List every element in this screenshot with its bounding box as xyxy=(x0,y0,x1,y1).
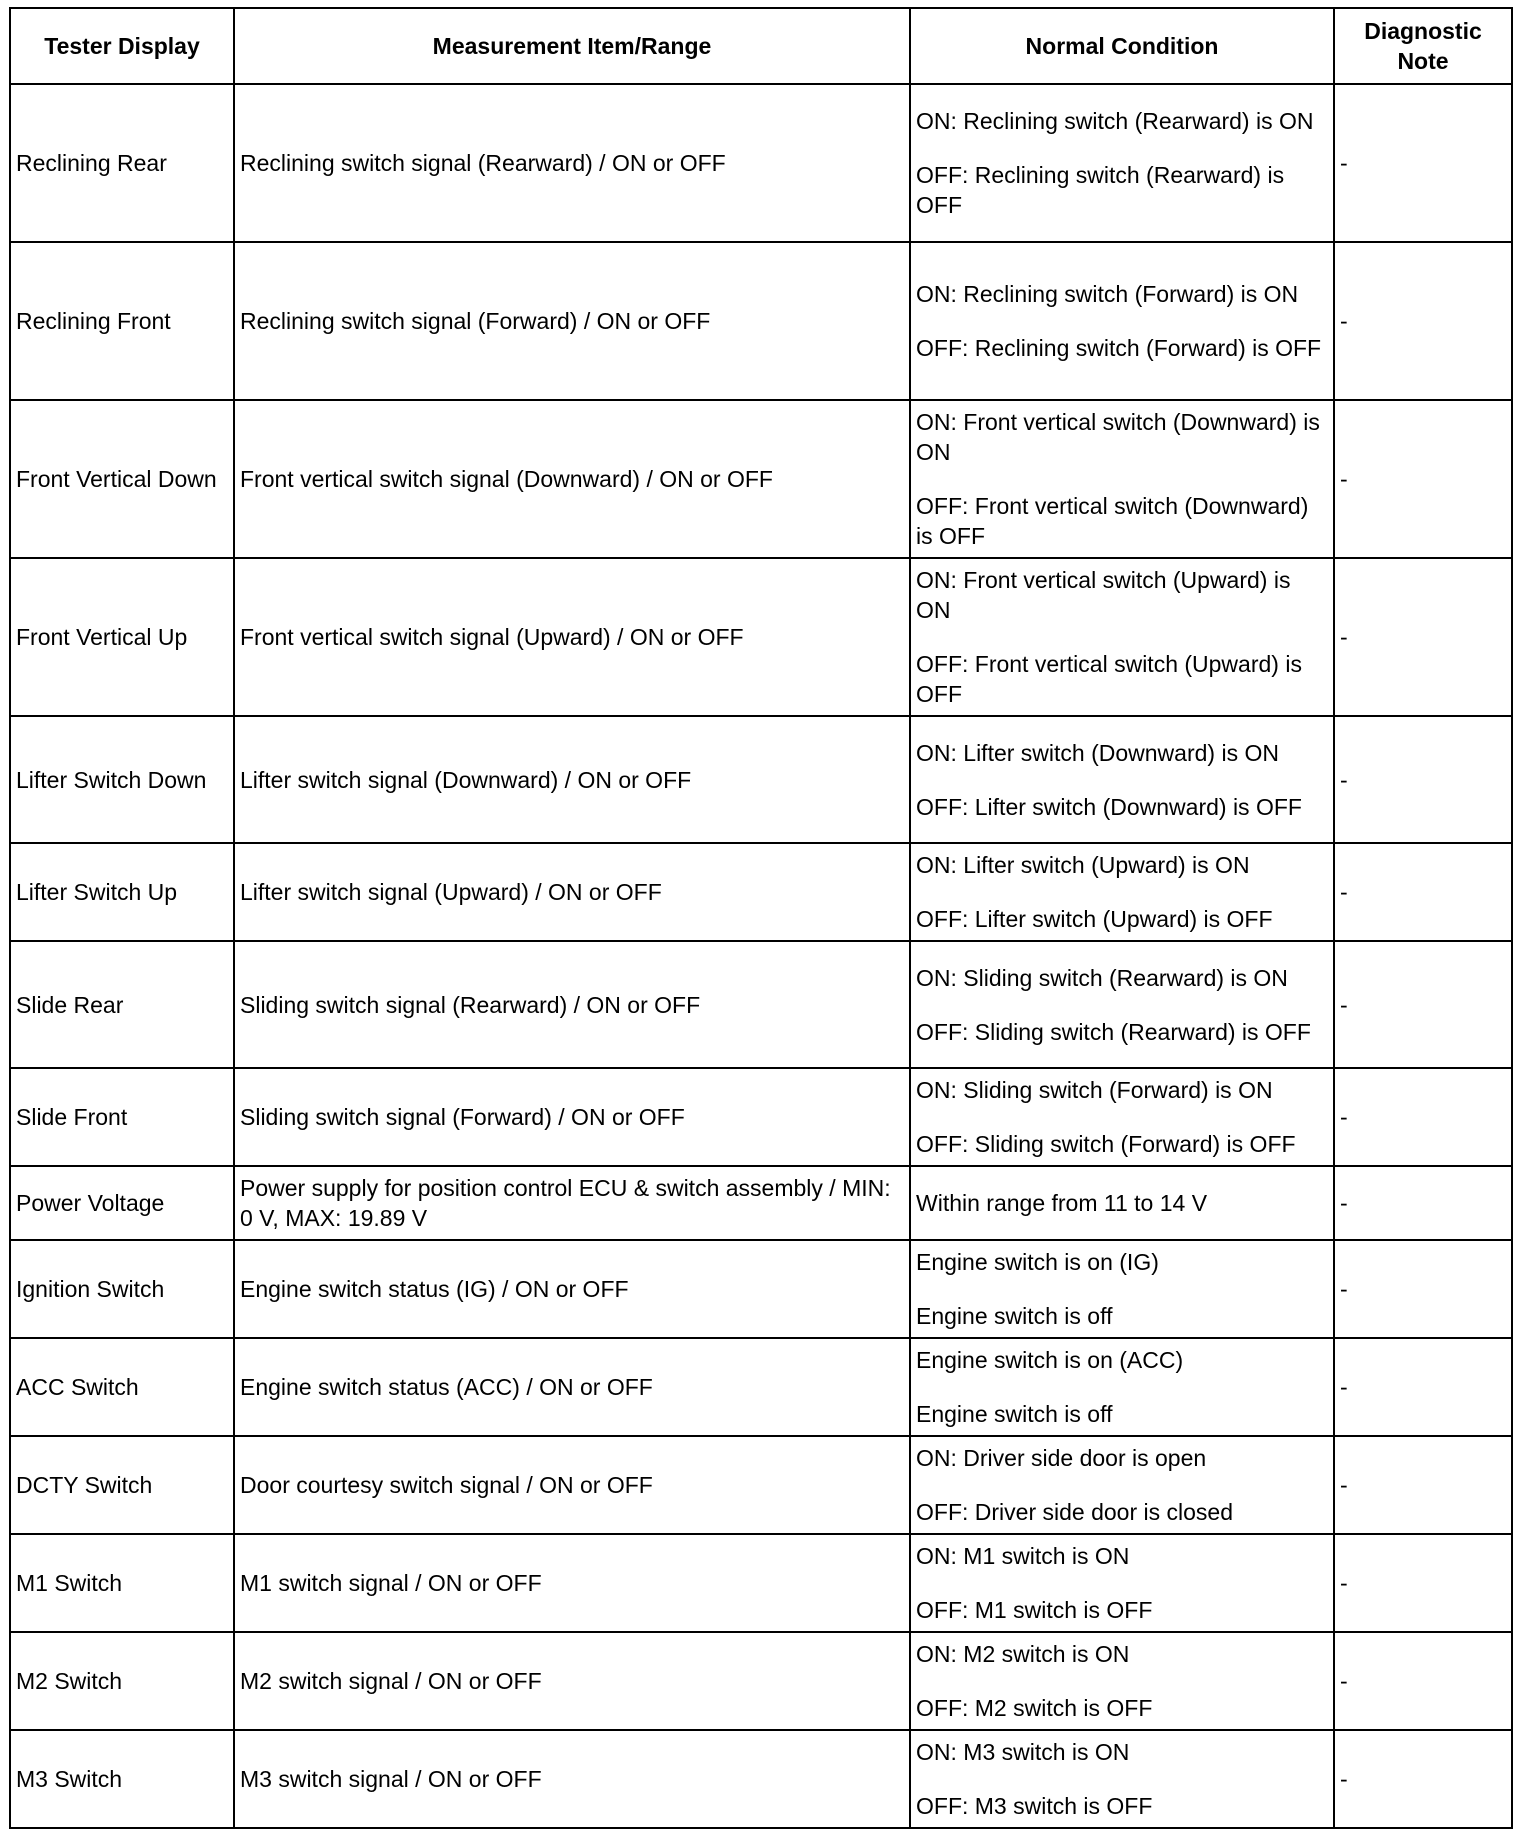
tester-display-cell: Reclining Rear xyxy=(10,84,234,242)
diagnostic-note-cell: - xyxy=(1334,84,1512,242)
normal-condition-text: ON: Lifter switch (Downward) is ON xyxy=(916,739,1279,766)
measurement-item-cell: Front vertical switch signal (Upward) / ON or OFF xyxy=(234,558,910,716)
tester-display-cell: M1 Switch xyxy=(10,1534,234,1632)
normal-condition-cell xyxy=(910,1068,1334,1166)
normal-condition-text: ON: Front vertical switch (Upward) is ON xyxy=(916,567,1291,623)
tester-display-cell: Ignition Switch xyxy=(10,1240,234,1338)
normal-condition-cell xyxy=(910,843,1334,941)
measurement-item-cell: Sliding switch signal (Forward) / ON or OFF xyxy=(234,1068,910,1166)
normal-condition-cell xyxy=(910,1534,1334,1632)
table-row xyxy=(10,1240,1512,1338)
diagnostic-note-cell: - xyxy=(1334,1436,1512,1534)
diagnostic-note-cell: - xyxy=(1334,1068,1512,1166)
tester-display-cell: Reclining Front xyxy=(10,242,234,400)
measurement-item-cell: Reclining switch signal (Rearward) / ON or OFF xyxy=(234,84,910,242)
measurement-item-cell: Power supply for position control ECU & switch assembly / MIN: 0 V, MAX: 19.89 V xyxy=(234,1166,910,1240)
diagnostic-note-cell: - xyxy=(1334,1632,1512,1730)
normal-condition-text: Engine switch is off xyxy=(916,1303,1113,1329)
table-body xyxy=(10,84,1512,1828)
normal-condition-text: ON: Driver side door is open xyxy=(916,1445,1207,1471)
normal-condition-cell xyxy=(910,941,1334,1068)
normal-condition-text: ON: Reclining switch (Forward) is ON xyxy=(916,281,1299,307)
normal-condition-text: OFF: Reclining switch (Rearward) is OFF xyxy=(916,162,1285,218)
normal-condition-text: ON: Front vertical switch (Downward) is ON xyxy=(916,409,1320,465)
measurement-item-cell: M2 switch signal / ON or OFF xyxy=(234,1632,910,1730)
normal-condition-text: OFF: Lifter switch (Upward) is OFF xyxy=(916,906,1273,932)
table-row xyxy=(10,558,1512,716)
normal-condition-text: ON: M3 switch is ON xyxy=(916,1739,1130,1765)
diagnostic-note-cell: - xyxy=(1334,1240,1512,1338)
measurement-item-cell: Door courtesy switch signal / ON or OFF xyxy=(234,1436,910,1534)
normal-condition-cell xyxy=(910,558,1334,716)
measurement-item-cell: Lifter switch signal (Downward) / ON or OFF xyxy=(234,716,910,843)
tester-display-cell: Lifter Switch Up xyxy=(10,843,234,941)
normal-condition-cell xyxy=(910,1338,1334,1436)
table-row xyxy=(10,843,1512,941)
column-header-diagnostic-note: Diagnostic Note xyxy=(1334,8,1512,84)
measurement-item-cell: Engine switch status (ACC) / ON or OFF xyxy=(234,1338,910,1436)
tester-display-cell: M3 Switch xyxy=(10,1730,234,1828)
normal-condition-text: Engine switch is on (IG) xyxy=(916,1249,1159,1275)
column-header-tester-display: Tester Display xyxy=(10,8,234,84)
normal-condition-text: OFF: Driver side door is closed xyxy=(916,1499,1233,1525)
diagnostic-note-cell: - xyxy=(1334,1730,1512,1828)
diagnostic-note-cell: - xyxy=(1334,1534,1512,1632)
normal-condition-text: ON: Lifter switch (Upward) is ON xyxy=(916,852,1250,878)
tester-display-cell: Front Vertical Up xyxy=(10,558,234,716)
normal-condition-cell xyxy=(910,400,1334,558)
normal-condition-cell xyxy=(910,1436,1334,1534)
measurement-item-cell: M1 switch signal / ON or OFF xyxy=(234,1534,910,1632)
measurement-item-cell: Engine switch status (IG) / ON or OFF xyxy=(234,1240,910,1338)
header-row xyxy=(10,8,1512,84)
table-row xyxy=(10,1730,1512,1828)
normal-condition-text: ON: M1 switch is ON xyxy=(916,1543,1130,1569)
normal-condition-text: OFF: M2 switch is OFF xyxy=(916,1695,1153,1721)
diagnostic-note-cell: - xyxy=(1334,941,1512,1068)
diagnostic-note-cell: - xyxy=(1334,1338,1512,1436)
normal-condition-text: OFF: Lifter switch (Downward) is OFF xyxy=(916,793,1302,820)
tester-display-cell: Slide Front xyxy=(10,1068,234,1166)
table-row xyxy=(10,1166,1512,1240)
normal-condition-text: Engine switch is off xyxy=(916,1401,1113,1427)
normal-condition-text: OFF: Sliding switch (Rearward) is OFF xyxy=(916,1018,1311,1045)
tester-display-cell: Slide Rear xyxy=(10,941,234,1068)
normal-condition-cell xyxy=(910,84,1334,242)
normal-condition-text: OFF: Sliding switch (Forward) is OFF xyxy=(916,1131,1296,1157)
normal-condition-text: ON: Reclining switch (Rearward) is ON xyxy=(916,108,1314,134)
table-row xyxy=(10,1068,1512,1166)
table-row xyxy=(10,242,1512,400)
normal-condition-cell xyxy=(910,1166,1334,1240)
table-row xyxy=(10,1534,1512,1632)
normal-condition-text: Engine switch is on (ACC) xyxy=(916,1347,1184,1373)
normal-condition-text: ON: Sliding switch (Forward) is ON xyxy=(916,1077,1273,1103)
tester-display-cell: M2 Switch xyxy=(10,1632,234,1730)
table-row xyxy=(10,716,1512,843)
normal-condition-text: OFF: M3 switch is OFF xyxy=(916,1793,1153,1819)
normal-condition-text: OFF: Front vertical switch (Upward) is OFF xyxy=(916,651,1302,707)
diagnostic-note-cell: - xyxy=(1334,716,1512,843)
column-header-measurement-item: Measurement Item/Range xyxy=(234,8,910,84)
normal-condition-text: Within range from 11 to 14 V xyxy=(916,1190,1208,1216)
measurement-item-cell: M3 switch signal / ON or OFF xyxy=(234,1730,910,1828)
normal-condition-cell xyxy=(910,1240,1334,1338)
normal-condition-cell xyxy=(910,1632,1334,1730)
normal-condition-text: OFF: Front vertical switch (Downward) is OFF xyxy=(916,493,1309,549)
table-row xyxy=(10,941,1512,1068)
table-row xyxy=(10,1436,1512,1534)
tester-display-cell: DCTY Switch xyxy=(10,1436,234,1534)
data-list-table xyxy=(9,7,1513,1829)
diagnostic-note-cell: - xyxy=(1334,1166,1512,1240)
normal-condition-text: ON: M2 switch is ON xyxy=(916,1641,1130,1667)
table-row xyxy=(10,400,1512,558)
normal-condition-cell xyxy=(910,716,1334,843)
measurement-item-cell: Reclining switch signal (Forward) / ON or OFF xyxy=(234,242,910,400)
diagnostic-note-cell: - xyxy=(1334,843,1512,941)
diagnostic-note-cell: - xyxy=(1334,242,1512,400)
column-header-normal-condition: Normal Condition xyxy=(910,8,1334,84)
table-row xyxy=(10,84,1512,242)
normal-condition-cell xyxy=(910,1730,1334,1828)
diagnostic-note-cell: - xyxy=(1334,558,1512,716)
normal-condition-text: ON: Sliding switch (Rearward) is ON xyxy=(916,964,1288,991)
normal-condition-text: OFF: Reclining switch (Forward) is OFF xyxy=(916,335,1322,361)
measurement-item-cell: Front vertical switch signal (Downward) / ON or OFF xyxy=(234,400,910,558)
tester-display-cell: Power Voltage xyxy=(10,1166,234,1240)
measurement-item-cell: Sliding switch signal (Rearward) / ON or OFF xyxy=(234,941,910,1068)
measurement-item-cell: Lifter switch signal (Upward) / ON or OFF xyxy=(234,843,910,941)
tester-display-cell: ACC Switch xyxy=(10,1338,234,1436)
table-row xyxy=(10,1338,1512,1436)
diagnostic-note-cell: - xyxy=(1334,400,1512,558)
tester-display-cell: Lifter Switch Down xyxy=(10,716,234,843)
normal-condition-text: OFF: M1 switch is OFF xyxy=(916,1597,1153,1623)
normal-condition-cell xyxy=(910,242,1334,400)
tester-display-cell: Front Vertical Down xyxy=(10,400,234,558)
table-row xyxy=(10,1632,1512,1730)
